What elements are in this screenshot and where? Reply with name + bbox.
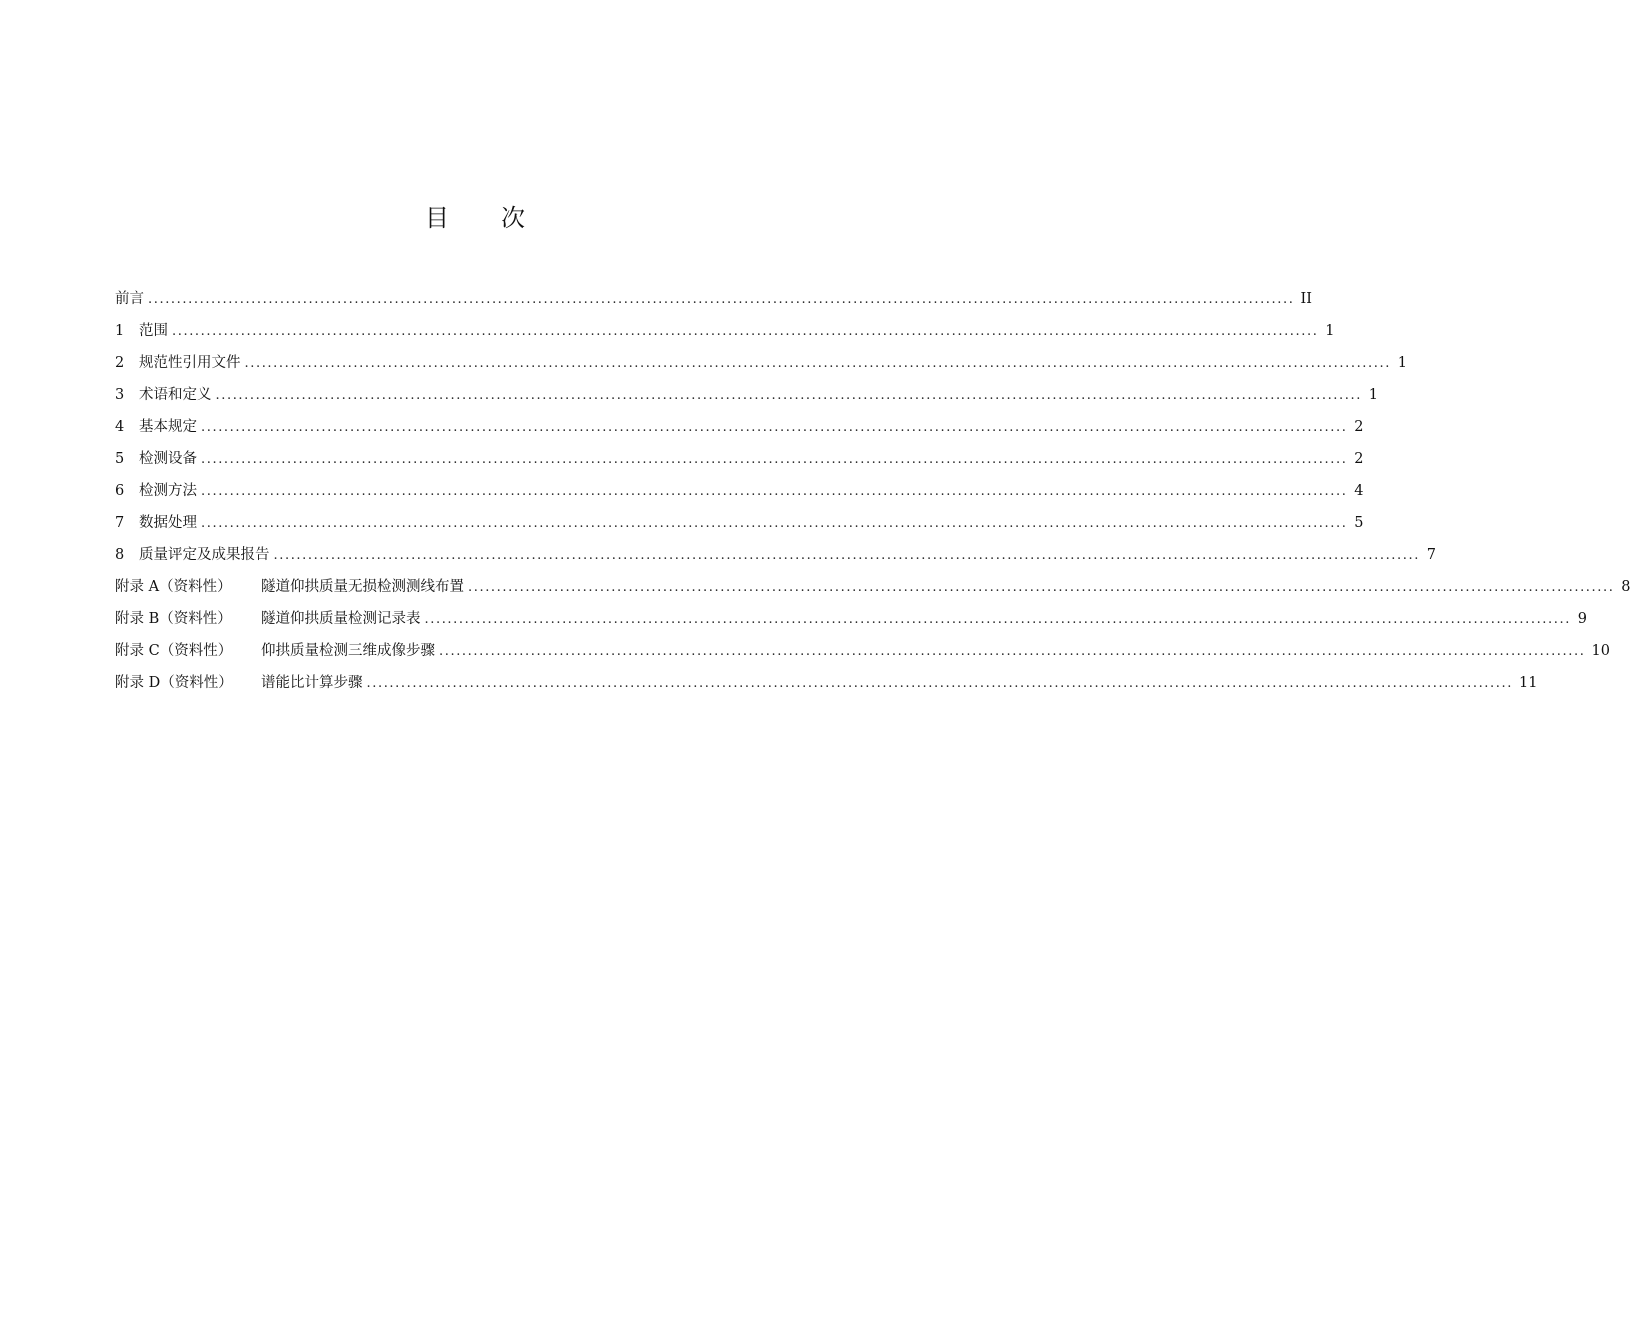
- toc-leader-dots: ........................................................................................................................................................................................................: [439, 644, 1586, 659]
- toc-entry-page: 2: [1354, 419, 1364, 435]
- toc-entry-number: 5: [115, 451, 125, 467]
- toc-leader-dots: ........................................................................................................................................................................................................: [424, 612, 1571, 627]
- toc-appendix-label: 隧道仰拱质量检测记录表: [261, 611, 421, 627]
- toc-leader-dots: ........................................................................................................................................................................................................: [468, 580, 1615, 595]
- toc-appendix-b[interactable]: [115, 603, 1587, 635]
- toc-appendix-label: 谱能比计算步骤: [261, 675, 363, 691]
- toc-entry-label: 前言: [115, 291, 144, 307]
- title-char-2: 次: [501, 204, 525, 232]
- toc-entry-number: 4: [115, 419, 125, 435]
- toc-entry-number: 7: [115, 515, 125, 531]
- toc-leader-dots: ........................................................................................................................................................................................................: [201, 420, 1348, 435]
- toc-entry-2[interactable]: [115, 347, 1407, 379]
- toc-entry-page: 1: [1368, 387, 1378, 403]
- toc-leader-dots: ........................................................................................................................................................................................................: [148, 292, 1295, 307]
- toc-entry-page: 8: [1621, 579, 1630, 595]
- toc-entry-number: 2: [115, 355, 125, 371]
- toc-entry-3[interactable]: [115, 379, 1378, 411]
- toc-entry-page: 5: [1354, 515, 1364, 531]
- toc-appendix-label: 仰拱质量检测三维成像步骤: [261, 643, 435, 659]
- toc-entry-page: 2: [1354, 451, 1364, 467]
- toc-leader-dots: ........................................................................................................................................................................................................: [172, 324, 1319, 339]
- toc-entry-number: 1: [115, 323, 125, 339]
- toc-entry-label: 数据处理: [139, 515, 197, 531]
- toc-entry-4[interactable]: [115, 411, 1364, 443]
- toc-leader-dots: ........................................................................................................................................................................................................: [201, 452, 1348, 467]
- toc-entry-6[interactable]: [115, 475, 1364, 507]
- toc-leader-dots: ........................................................................................................................................................................................................: [273, 548, 1420, 563]
- toc-entry-7[interactable]: [115, 507, 1364, 539]
- toc-entry-number: 8: [115, 547, 125, 563]
- toc-entry-page: 1: [1397, 355, 1407, 371]
- toc-entry-5[interactable]: [115, 443, 1364, 475]
- toc-entry-8[interactable]: [115, 539, 1436, 571]
- toc-entry-page: 4: [1354, 483, 1364, 499]
- toc-leader-dots: ........................................................................................................................................................................................................: [201, 516, 1348, 531]
- toc-entry-page: 1: [1325, 323, 1335, 339]
- toc-entry-label: 术语和定义: [139, 387, 212, 403]
- toc-entry-page: II: [1300, 291, 1312, 307]
- toc-entry-number: 3: [115, 387, 125, 403]
- toc-entry-label: 质量评定及成果报告: [139, 547, 270, 563]
- toc-leader-dots: ........................................................................................................................................................................................................: [366, 676, 1513, 691]
- toc-appendix-prefix: 附录 D（资料性）: [115, 675, 233, 691]
- toc-appendix-a[interactable]: [115, 571, 1630, 603]
- toc-entry-label: 范围: [139, 323, 168, 339]
- toc-appendix-prefix: 附录 C（资料性）: [115, 643, 233, 659]
- toc-entry-preface[interactable]: [115, 283, 1312, 315]
- toc-entry-label: 检测方法: [139, 483, 197, 499]
- toc-leader-dots: ........................................................................................................................................................................................................: [244, 356, 1391, 371]
- toc-leader-dots: ........................................................................................................................................................................................................: [215, 388, 1362, 403]
- toc-appendix-prefix: 附录 A（资料性）: [115, 579, 232, 595]
- toc-leader-dots: ........................................................................................................................................................................................................: [201, 484, 1348, 499]
- table-of-contents: [115, 283, 1630, 699]
- toc-appendix-c[interactable]: [115, 635, 1610, 667]
- toc-appendix-d[interactable]: [115, 667, 1538, 699]
- toc-entry-1[interactable]: [115, 315, 1335, 347]
- toc-entry-page: 7: [1426, 547, 1436, 563]
- toc-entry-page: 10: [1591, 643, 1610, 659]
- toc-entry-label: 基本规定: [139, 419, 197, 435]
- title-char-1: 目: [425, 204, 449, 232]
- toc-appendix-prefix: 附录 B（资料性）: [115, 611, 232, 627]
- toc-entry-label: 检测设备: [139, 451, 197, 467]
- toc-entry-page: 11: [1518, 675, 1538, 691]
- toc-entry-page: 9: [1577, 611, 1587, 627]
- toc-entry-label: 规范性引用文件: [139, 355, 241, 371]
- page-title: [0, 198, 950, 238]
- toc-entry-number: 6: [115, 483, 125, 499]
- toc-appendix-label: 隧道仰拱质量无损检测测线布置: [261, 579, 464, 595]
